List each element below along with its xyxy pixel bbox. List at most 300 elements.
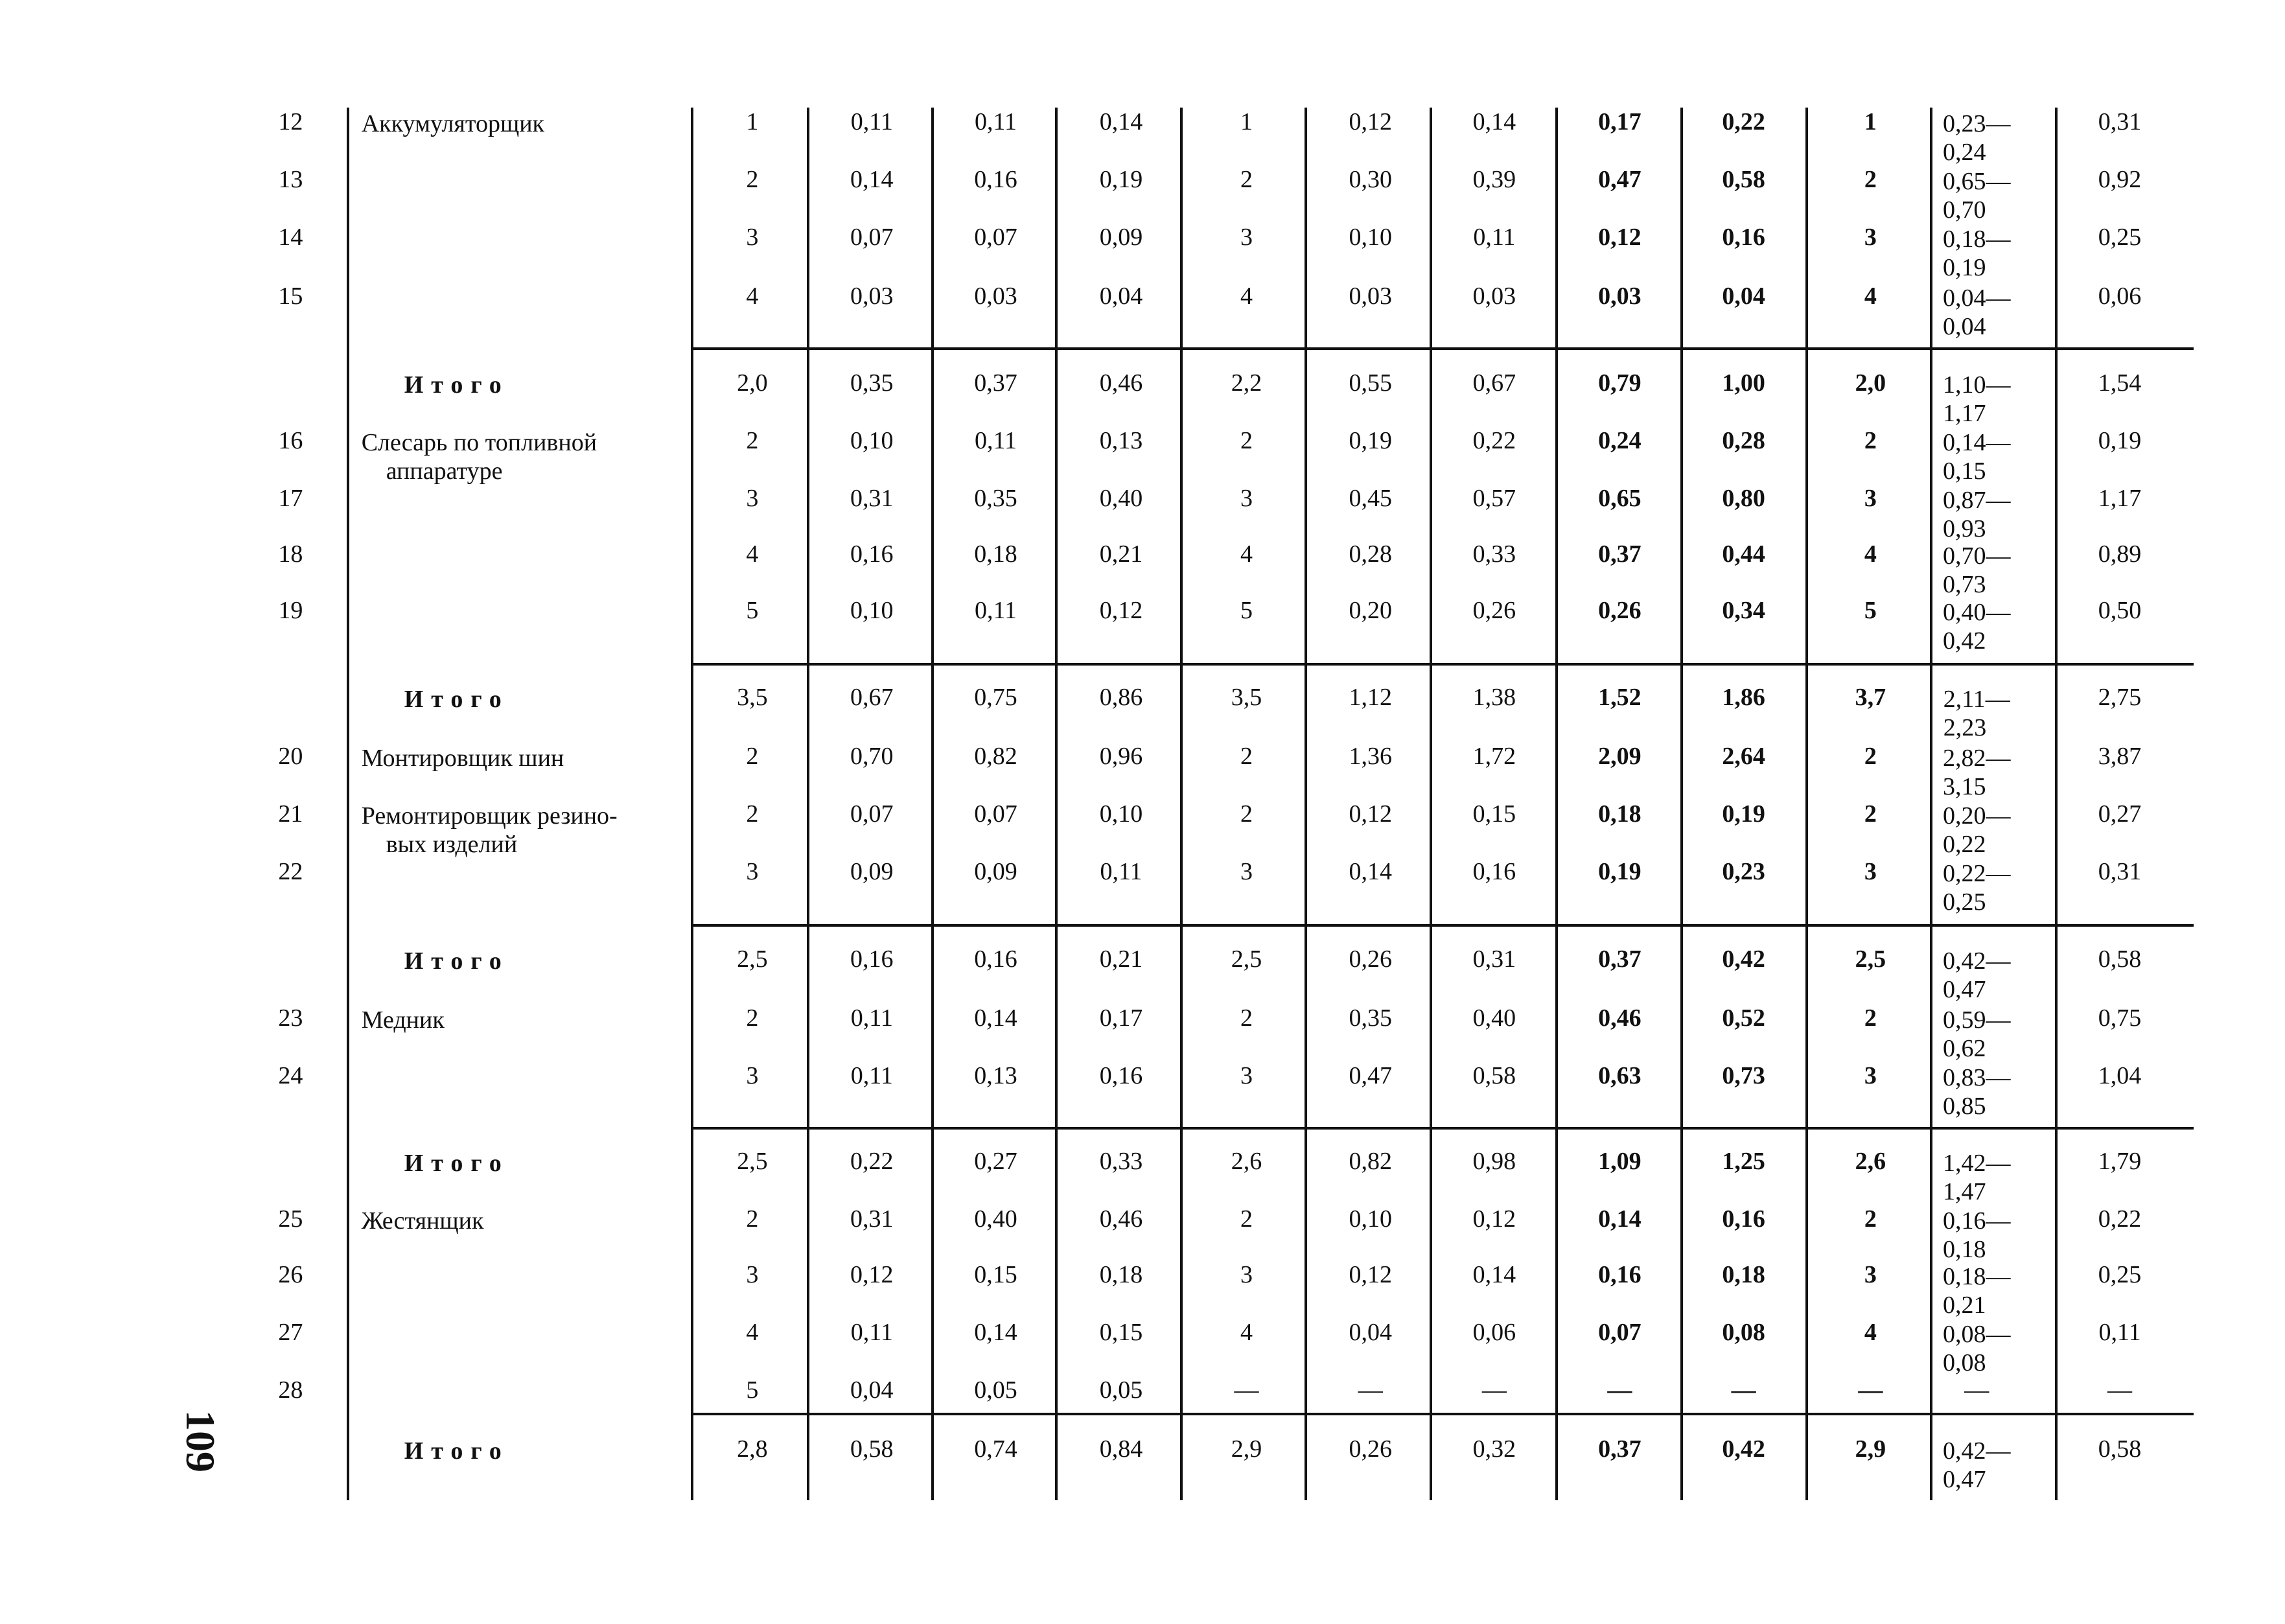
table-cell: 4 [1240,540,1253,568]
table-cell: 0,58 [1722,165,1765,193]
table-cell: 0,10 [1349,1205,1392,1233]
table-cell: 0,75 [974,684,1017,712]
table-cell: 0,67 [850,684,894,712]
table-cell: 2 [1864,800,1877,828]
table-cell: 0,14 [1598,1205,1641,1233]
table-cell: 1,42— 1,47 [1943,1149,2011,1205]
table-cell: 0,82 [1349,1147,1392,1175]
table-cell: 0,33 [1472,540,1516,568]
table-cell: 0,09 [974,858,1017,886]
table-cell: 2 [1864,1004,1877,1032]
table-cell: 2 [1240,800,1253,828]
column-divider [1805,108,1808,1500]
table-cell: 0,13 [974,1061,1017,1089]
table-cell: 1,10— 1,17 [1943,371,2011,428]
table-cell: 0,12 [1349,800,1392,828]
table-cell: 0,04 [850,1376,894,1404]
table-cell: 0,34 [1722,596,1765,624]
table-cell: 4 [1240,282,1253,310]
table-cell: 0,55 [1349,369,1392,397]
table-cell: 0,14— 0,15 [1943,428,2011,485]
table-cell: 0,18 [1722,1261,1765,1289]
total-label: Итого [404,686,509,713]
table-cell: 0,44 [1722,540,1765,568]
table-cell: 2 [1864,1205,1877,1233]
table-cell: 3 [1240,484,1253,512]
table-cell: 0,25 [2098,1261,2142,1289]
table-cell: 0,70— 0,73 [1943,542,2011,599]
table-cell: 0,04— 0,04 [1943,284,2011,340]
table-cell: 1,12 [1349,684,1392,712]
table-cell: 0,22 [1472,426,1516,454]
table-cell: 0,87— 0,93 [1943,486,2011,542]
column-divider [1055,108,1058,1500]
occupation-name: Аккумуляторщик [361,110,544,137]
table-cell: 0,14 [974,1004,1017,1032]
table-cell: 2 [1864,165,1877,193]
table-cell: 2,64 [1722,743,1765,771]
table-cell: 0,16 [1472,858,1516,886]
table-cell: 1,72 [1472,743,1516,771]
total-row-rule [692,347,2194,350]
table-cell: 3 [1864,223,1877,251]
table-cell: 0,31 [2098,108,2142,135]
total-label: Итого [404,371,509,399]
table-cell: 2,2 [1231,369,1262,397]
table-cell: 2,5 [737,945,768,973]
table-cell: 0,05 [1099,1376,1143,1404]
table-cell: 0,84 [1099,1435,1143,1463]
table-cell: 0,83— 0,85 [1943,1063,2011,1120]
table-cell: 2 [746,743,759,771]
table-cell: 0,16 [850,540,894,568]
column-divider [1305,108,1307,1500]
table-cell: 0,16 [1722,223,1765,251]
table-cell: 0,15 [1099,1318,1143,1346]
table-cell: 0,12 [850,1261,894,1289]
column-divider [931,108,934,1500]
table-cell: 2,09 [1598,743,1641,771]
table-cell: 0,12 [1099,596,1143,624]
table-cell: — [2107,1376,2133,1404]
table-cell: 0,03 [1598,282,1641,310]
table-cell: 2,0 [737,369,768,397]
table-cell: 0,03 [1472,282,1516,310]
table-cell: 0,04 [1099,282,1143,310]
table-cell: 3,5 [737,684,768,712]
table-cell: 0,67 [1472,369,1516,397]
table-cell: 0,04 [1722,282,1765,310]
table-cell: 0,09 [850,858,894,886]
row-number: 13 [278,165,303,193]
table-cell: 5 [1240,596,1253,624]
table-cell: 0,03 [850,282,894,310]
row-number: 28 [278,1376,303,1404]
row-number: 21 [278,800,303,828]
table-cell: 0,82 [974,743,1017,771]
table-cell: 0,11 [974,108,1017,135]
total-label: Итого [404,1437,509,1465]
table-cell: 0,26 [1349,945,1392,973]
table-cell: — [1481,1376,1507,1404]
table-cell: 0,11 [850,1318,893,1346]
table-cell: 0,07 [1598,1318,1641,1346]
occupation-name: Монтировщик шин [361,745,564,772]
table-cell: 0,07 [974,800,1017,828]
table-cell: 0,80 [1722,484,1765,512]
table-cell: 0,18 [1099,1261,1143,1289]
table-cell: 3 [746,1061,759,1089]
table-cell: 0,19 [1099,165,1143,193]
occupation-name: Медник [361,1006,445,1034]
table-cell: 4 [1864,1318,1877,1346]
table-cell: 0,20— 0,22 [1943,802,2011,859]
table-cell: 0,52 [1722,1004,1765,1032]
table-cell: 0,19 [1598,858,1641,886]
occupation-name: Слесарь по топливной аппаратуре [361,428,597,485]
table-cell: 3,7 [1855,684,1886,712]
table-cell: 0,79 [1598,369,1641,397]
table-cell: 0,07 [850,800,894,828]
table-cell: 0,14 [1099,108,1143,135]
table-cell: 0,15 [974,1261,1017,1289]
table-cell: 0,27 [974,1147,1017,1175]
table-cell: 2 [746,800,759,828]
table-cell: 1,09 [1598,1147,1641,1175]
table-cell: 0,03 [974,282,1017,310]
table-cell: 0,31 [2098,858,2142,886]
table-cell: 0,92 [2098,165,2142,193]
table-cell: 2 [746,426,759,454]
table-cell: 0,10 [1349,223,1392,251]
table-cell: 0,33 [1099,1147,1143,1175]
table-cell: 0,58 [2098,945,2142,973]
table-cell: 0,37 [1598,540,1641,568]
table-cell: 0,86 [1099,684,1143,712]
table-cell: 2 [746,165,759,193]
table-cell: 0,65 [1598,484,1641,512]
table-cell: 0,16 [850,945,894,973]
row-number: 24 [278,1061,303,1089]
table-cell: 0,11 [1473,223,1516,251]
table-cell: 0,27 [2098,800,2142,828]
table-cell: 0,96 [1099,743,1143,771]
table-cell: — [1858,1376,1883,1404]
table-cell: 0,16 [974,945,1017,973]
table-cell: 0,20 [1349,596,1392,624]
table-cell: 0,06 [2098,282,2142,310]
total-label: Итого [404,947,509,975]
table-cell: 0,57 [1472,484,1516,512]
table-cell: 0,10 [850,426,894,454]
table-cell: 0,14 [1472,108,1516,135]
table-cell: 0,06 [1472,1318,1516,1346]
table-cell: 0,63 [1598,1061,1641,1089]
table-cell: 2,11— 2,23 [1943,686,2010,742]
table-cell: 0,10 [1099,800,1143,828]
table-cell: 3 [1864,484,1877,512]
row-number: 15 [278,282,303,310]
table-cell: 3 [746,1261,759,1289]
table-cell: 0,46 [1099,1205,1143,1233]
column-divider [691,108,693,1500]
table-cell: 0,35 [850,369,894,397]
table-cell: 0,18— 0,21 [1943,1263,2011,1319]
row-number: 22 [278,858,303,886]
table-cell: — [1731,1376,1756,1404]
table-cell: 2 [1240,743,1253,771]
table-cell: 1,54 [2098,369,2142,397]
table-cell: 1,36 [1349,743,1392,771]
table-cell: 2,5 [737,1147,768,1175]
table-cell: 2 [746,1205,759,1233]
table-cell: 1,52 [1598,684,1641,712]
table-cell: 3 [1864,1061,1877,1089]
column-divider [347,108,349,1500]
table-cell: 2 [1240,165,1253,193]
table-cell: 0,17 [1598,108,1641,135]
row-number: 23 [278,1004,303,1032]
table-cell: 0,16 [1722,1205,1765,1233]
table-cell: 3 [1240,223,1253,251]
table-cell: 0,08— 0,08 [1943,1320,2011,1376]
table-cell: 0,26 [1598,596,1641,624]
table-cell: 0,42— 0,47 [1943,1437,2011,1493]
table-cell: 4 [746,282,759,310]
table-cell: 0,23 [1722,858,1765,886]
table-cell: 1,17 [2098,484,2142,512]
table-cell: 0,12 [1598,223,1641,251]
table-cell: 2,5 [1855,945,1886,973]
table-cell: 0,07 [974,223,1017,251]
table-cell: 2,9 [1231,1435,1262,1463]
table-cell: 2 [1864,426,1877,454]
table-cell: 0,37 [1598,1435,1641,1463]
table-cell: 0,18— 0,19 [1943,225,2011,281]
page-number: 109 [177,1409,224,1472]
table-cell: 0,45 [1349,484,1392,512]
table-cell: 0,50 [2098,596,2142,624]
table-cell: 0,73 [1722,1061,1765,1089]
table-cell: 0,40 [1099,484,1143,512]
table-cell: 0,11 [850,1004,893,1032]
table-cell: 1,79 [2098,1147,2142,1175]
table-cell: 0,11 [2098,1318,2141,1346]
table-cell: 5 [746,596,759,624]
row-number: 18 [278,540,303,568]
table-cell: 0,16 [1099,1061,1143,1089]
table-cell: 3 [1864,1261,1877,1289]
column-divider [1930,108,1932,1500]
table-cell: 0,05 [974,1376,1017,1404]
table-cell: 0,58 [1472,1061,1516,1089]
table-cell: 1 [746,108,759,135]
table-cell: 3 [1240,858,1253,886]
table-cell: 0,14 [1472,1261,1516,1289]
table-cell: 2,75 [2098,684,2142,712]
table-cell: 0,21 [1099,945,1143,973]
table-cell: 0,25 [2098,223,2142,251]
column-divider [2055,108,2058,1500]
table-cell: 0,12 [1349,1261,1392,1289]
table-cell: 1,25 [1722,1147,1765,1175]
table-cell: 2,6 [1855,1147,1886,1175]
table-cell: 2,8 [737,1435,768,1463]
table-cell: 2 [1864,743,1877,771]
table-cell: 0,22 [1722,108,1765,135]
row-number: 16 [278,426,303,454]
table-cell: 2 [1240,1205,1253,1233]
total-row-rule [692,663,2194,666]
total-row-rule [692,1127,2194,1130]
table-cell: 3 [1864,858,1877,886]
table-cell: 0,03 [1349,282,1392,310]
table-cell: 0,59— 0,62 [1943,1006,2011,1062]
table-cell: 0,16 [1598,1261,1641,1289]
table-cell: 4 [746,540,759,568]
table-cell: 3 [1240,1261,1253,1289]
table-cell: 1 [1240,108,1253,135]
table-cell: 0,32 [1472,1435,1516,1463]
table-cell: 0,26 [1472,596,1516,624]
table-cell: 0,46 [1099,369,1143,397]
table-cell: 0,07 [850,223,894,251]
row-number: 26 [278,1261,303,1289]
table-cell: 4 [1240,1318,1253,1346]
column-divider [1680,108,1683,1500]
occupation-name: Ремонтировщик резино- вых изделий [361,802,618,859]
table-cell: 0,19 [2098,426,2142,454]
total-row-rule [692,924,2194,927]
table-cell: 0,10 [850,596,894,624]
occupation-name: Жестянщик [361,1207,484,1235]
table-cell: 0,40— 0,42 [1943,598,2011,655]
table-cell: 0,11 [850,108,893,135]
table-cell: 2 [1240,426,1253,454]
column-divider [1430,108,1432,1500]
table-cell: — [1234,1376,1259,1404]
table-cell: 1,38 [1472,684,1516,712]
row-number: 20 [278,743,303,771]
table-cell: 0,58 [850,1435,894,1463]
column-divider [1180,108,1183,1500]
row-number: 14 [278,223,303,251]
table-cell: 0,19 [1349,426,1392,454]
table-cell: 3 [746,484,759,512]
table-cell: 0,35 [1349,1004,1392,1032]
table-cell: 3,5 [1231,684,1262,712]
total-label: Итого [404,1149,509,1177]
table-cell: — [1964,1376,1989,1404]
table-cell: 0,19 [1722,800,1765,828]
table-cell: 0,08 [1722,1318,1765,1346]
table-cell: 3 [1240,1061,1253,1089]
table-cell: 1,86 [1722,684,1765,712]
table-cell: 2 [1240,1004,1253,1032]
table-cell: 1 [1864,108,1877,135]
table-cell: 0,09 [1099,223,1143,251]
table-cell: 0,40 [974,1205,1017,1233]
table-cell: 2,6 [1231,1147,1262,1175]
table-cell: 0,28 [1349,540,1392,568]
table-cell: 0,16 [974,165,1017,193]
table-cell: 0,37 [974,369,1017,397]
table-cell: 0,65— 0,70 [1943,167,2011,224]
table-cell: 0,31 [850,1205,894,1233]
table-cell: 2,9 [1855,1435,1886,1463]
table-cell: 3,87 [2098,743,2142,771]
table-cell: 3 [746,223,759,251]
table-cell: 0,35 [974,484,1017,512]
table-cell: 0,89 [2098,540,2142,568]
table-cell: 0,04 [1349,1318,1392,1346]
table-cell: 0,98 [1472,1147,1516,1175]
table-cell: 0,24 [1598,426,1641,454]
table-cell: 2,0 [1855,369,1886,397]
row-number: 27 [278,1318,303,1346]
table-cell: 0,47 [1349,1061,1392,1089]
row-number: 17 [278,484,303,512]
table-cell: 0,18 [974,540,1017,568]
table-cell: 5 [1864,596,1877,624]
total-row-rule [692,1413,2194,1415]
table-cell: 1,04 [2098,1061,2142,1089]
table-cell: 0,42 [1722,1435,1765,1463]
table-cell: 0,39 [1472,165,1516,193]
table-cell: 0,22 [850,1147,894,1175]
table-cell: 4 [746,1318,759,1346]
table-cell: 0,74 [974,1435,1017,1463]
table-cell: 0,13 [1099,426,1143,454]
row-number: 19 [278,596,303,624]
table-cell: 0,16— 0,18 [1943,1207,2011,1263]
table-cell: 0,14 [1349,858,1392,886]
table-cell: 4 [1864,540,1877,568]
table-cell: 0,12 [1349,108,1392,135]
table-cell: 3 [746,858,759,886]
row-number: 12 [278,108,303,135]
table-cell: 0,12 [1472,1205,1516,1233]
table-cell: — [1607,1376,1632,1404]
table-cell: 0,14 [974,1318,1017,1346]
table-cell: 0,17 [1099,1004,1143,1032]
table-cell: 2 [746,1004,759,1032]
column-divider [1555,108,1558,1500]
table-cell: 0,42 [1722,945,1765,973]
table-cell: 0,30 [1349,165,1392,193]
table-cell: 0,26 [1349,1435,1392,1463]
table-cell: 0,15 [1472,800,1516,828]
table-cell: 0,70 [850,743,894,771]
table-cell: 0,11 [974,426,1017,454]
row-number: 25 [278,1205,303,1233]
table-cell: 0,31 [1472,945,1516,973]
table-cell: 0,42— 0,47 [1943,947,2011,1003]
table-cell: 0,40 [1472,1004,1516,1032]
table-cell: 0,11 [974,596,1017,624]
table-cell: 0,75 [2098,1004,2142,1032]
table-cell: 0,11 [850,1061,893,1089]
table-cell: 0,46 [1598,1004,1641,1032]
table-cell: 0,22— 0,25 [1943,860,2011,916]
table-cell: 0,14 [850,165,894,193]
table-cell: 4 [1864,282,1877,310]
table-cell: 0,37 [1598,945,1641,973]
table-cell: 2,82— 3,15 [1943,745,2011,801]
table-cell: 0,23— 0,24 [1943,110,2011,166]
table-cell: 0,31 [850,484,894,512]
table-cell: 0,58 [2098,1435,2142,1463]
